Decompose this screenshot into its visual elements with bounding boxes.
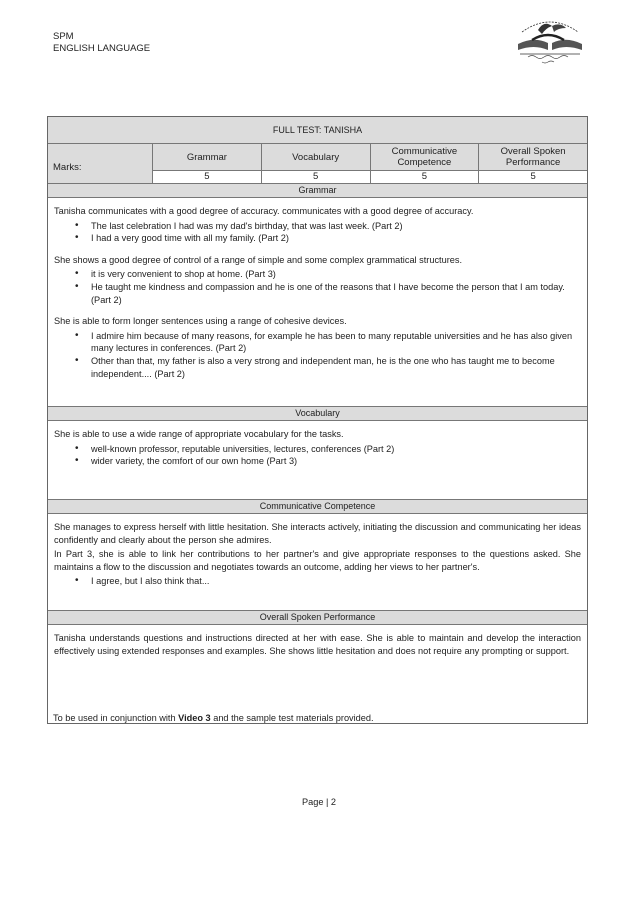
video-reference: Video 3 — [178, 713, 211, 723]
list-item: • The last celebration I had was my dad's birthday, that was last week. (Part 2) — [91, 220, 581, 233]
list-item: • I agree, but I also think that... — [91, 575, 581, 588]
list-item: • it is very convenient to shop at home. (Part 3) — [91, 268, 581, 281]
paragraph: She is able to form longer sentences using a range of cohesive devices. — [54, 316, 347, 327]
paragraph: Tanisha understands questions and instructions directed at her with ease. She is able to maintain and develop the interaction effectively using extended responses and examples. She shows little hesitation and does not require any prompting or support. — [54, 633, 581, 656]
list-item: • He taught me kindness and compassion and he is one of the reasons that I have become the person that I am today. (Part 2) — [91, 281, 581, 306]
section-heading-vocabulary: Vocabulary — [48, 406, 587, 420]
marks-col-overall — [478, 144, 587, 183]
grammar-section — [48, 197, 587, 406]
marks-col-communicative — [370, 144, 479, 183]
marks-value: 5 — [371, 171, 479, 183]
overall-section — [48, 624, 587, 723]
communicative-section — [48, 513, 587, 610]
exam-board-logo — [508, 10, 592, 70]
bullet-list — [54, 268, 581, 306]
score-report-table — [47, 116, 588, 724]
bullet-list — [54, 443, 581, 468]
marks-row — [48, 143, 587, 183]
vocabulary-section — [48, 420, 587, 499]
page-number: Page | 2 — [301, 797, 337, 807]
paragraph: She is able to use a wide range of appropriate vocabulary for the tasks. — [54, 429, 344, 439]
list-item: • I had a very good time with all my family. (Part 2) — [91, 232, 581, 245]
bullet-list — [54, 220, 581, 245]
list-item: • I admire him because of many reasons, for example he has been to many reputable universities and he has also given many lectures in conferences. (Part 2) — [91, 330, 581, 355]
report-title: FULL TEST: TANISHA — [48, 117, 587, 143]
marks-label: Marks: — [53, 162, 82, 173]
list-item: • Other than that, my father is also a very strong and independent man, he is the one who has taught me to become independent.... (Part 2) — [91, 355, 581, 380]
marks-value: 5 — [153, 171, 261, 183]
document-header — [53, 31, 150, 55]
marks-head: Overall Spoken Performance — [479, 144, 587, 171]
footer-note: To be used in conjunction with Video 3 and the sample test materials provided. — [53, 713, 374, 723]
paragraph: She shows a good degree of control of a range of simple and some complex grammatical structures. — [54, 254, 463, 265]
header-line-spm: SPM — [53, 31, 74, 42]
list-item: • wider variety, the comfort of our own home (Part 3) — [91, 455, 581, 468]
section-heading-grammar: Grammar — [48, 183, 587, 197]
paragraph: In Part 3, she is able to link her contributions to her partner's and give appropriate responses to the questions asked. She maintains a flow to the discussion and negotiates towards an outcome, adding her views to her partner's. — [54, 549, 581, 572]
candidate-name: TEST: TANISHA — [296, 125, 363, 135]
marks-head: Communicative Competence — [371, 144, 479, 171]
marks-value: 5 — [479, 171, 587, 183]
bullet-list — [54, 575, 581, 588]
marks-col-grammar — [152, 144, 261, 183]
paragraph: Tanisha communicates with a good degree of accuracy. communicates with a good degree of accuracy. — [54, 206, 474, 216]
section-heading-communicative: Communicative Competence — [48, 499, 587, 513]
header-line-subject: ENGLISH LANGUAGE — [53, 43, 151, 54]
bullet-list — [54, 330, 581, 380]
marks-value: 5 — [262, 171, 370, 183]
paragraph: She manages to express herself with little hesitation. She interacts actively, initiating the discussion and communicating her ideas confidently and clearly about the person she admires. — [54, 522, 581, 545]
marks-head: Vocabulary — [262, 144, 370, 171]
list-item: • well-known professor, reputable universities, lectures, conferences (Part 2) — [91, 443, 581, 456]
marks-head: Grammar — [153, 144, 261, 171]
marks-col-vocabulary — [261, 144, 370, 183]
section-heading-overall: Overall Spoken Performance — [48, 610, 587, 624]
